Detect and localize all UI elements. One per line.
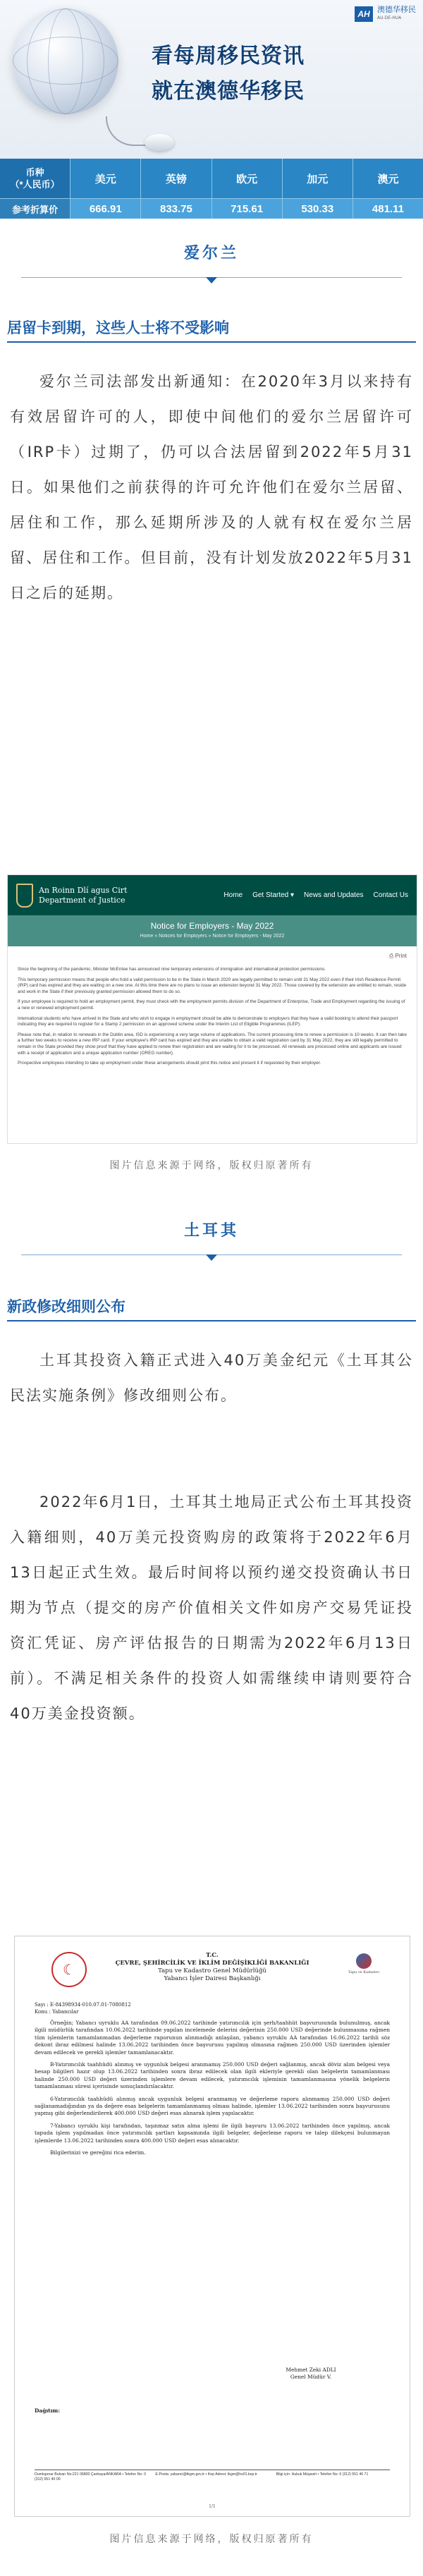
section-title-ireland: 爱尔兰 [183, 245, 239, 262]
currency-eur: 欧元 [212, 159, 282, 198]
globe-meridian [48, 8, 83, 114]
currency-label: 币种 [25, 167, 44, 178]
banner-headline [152, 39, 305, 109]
header-banner [0, 0, 423, 159]
section-divider [21, 277, 402, 278]
rate-usd: 666.91 [70, 198, 140, 219]
reference-label: 参考折算价 [0, 198, 70, 219]
letter-konu: Konu : Yabancılar [35, 2009, 79, 2015]
ie-hero [8, 915, 417, 946]
turkey-paragraph-2 [10, 1484, 413, 1731]
ireland-notice-screenshot [7, 874, 417, 1144]
footer-info: Bilgi için: Hukuk Müşaviri • Telefon No: 0 (312) 551 46 71 [276, 2472, 369, 2477]
ie-brand-text [39, 886, 127, 905]
turkey-paragraph-1-text: 土耳其投资入籍正式进入40万美金纪元《土耳其公民法实施条例》修改细则公布。 [10, 1352, 413, 1404]
divider-arrow-icon [206, 1255, 217, 1261]
globe-image [13, 8, 118, 114]
ie-hero-title: Notice for Employers - May 2022 [150, 921, 274, 931]
letter-reference [35, 2001, 131, 2015]
headline-line-1: 看每周移民资讯 [152, 44, 305, 68]
ie-paragraph: International students who have arrived in the State and who wish to engage in employment should be able to demonstrate to employers that they have a valid booking to attend their passport indicating they are required to register for a Stamp 2 permission on an approved scheme under the Interim List of Eligible Programmes (ILEP). [18, 1015, 398, 1027]
image-caption: 图片信息来源于网络，版权归原著所有 [109, 1160, 314, 1171]
computer-mouse-image [145, 134, 174, 151]
currency-gbp: 英镑 [140, 159, 211, 198]
letter-footer [35, 2472, 390, 2482]
subtitle-ireland: 居留卡到期，这些人士将不受影响 [7, 319, 229, 336]
harp-icon [16, 884, 33, 908]
turkey-paragraph-1 [10, 1343, 413, 1413]
signer-name: Mehmet Zeki ADLI [286, 2367, 336, 2373]
ie-site-header [8, 875, 417, 915]
image-caption: 图片信息来源于网络，版权归原著所有 [109, 2534, 314, 2545]
section-title-turkey: 土耳其 [183, 1222, 239, 1240]
ie-brand-line-1: An Roinn Dlí agus Cirt [39, 885, 128, 895]
currency-usd: 美元 [70, 159, 140, 198]
letter-sayi: Sayı : E-84398934-010.07.01-7080812 [35, 2002, 131, 2008]
turkey-paragraph-2-text: 2022年6月1日，土耳其土地局正式公布土耳其投资入籍细则，40万美元投资购房的政策将于2022年6月13日起正式生效。最后时间将以预约递交投资确认书日期为节点（提交的房产价值相关文件如房产交易凭证投资汇凭证、房产评估报告的日期需为2022年6月13日前）。不满足相关条件的投资人如需继续申请则要符合40万美金投资额。 [10, 1494, 413, 1722]
turkey-official-letter [14, 1936, 410, 2517]
ireland-paragraph [10, 364, 413, 611]
letter-signature [247, 2367, 374, 2381]
footer-contact: E-Posta: yabanci@tkgm.gov.tr • Kep Adresi: tkgm@hs01.kep.tr [155, 2472, 257, 2477]
logo-text [377, 6, 416, 23]
brand-logo [355, 6, 416, 23]
letter-dept: Yabancı İşler Dairesi Başkanlığı [164, 1975, 261, 1982]
logo-mark: AH [355, 6, 373, 22]
ie-paragraph: Prospective employees intending to take up employment under these arrangements should print this notice and present it if requested by their employer. [18, 1061, 321, 1066]
rate-gbp: 833.75 [140, 198, 211, 219]
headline-line-2: 就在澳德华移民 [152, 79, 305, 104]
rate-header-row [0, 159, 423, 198]
tkgm-logo-text: Tapu ve Kadastro [348, 1970, 380, 1974]
currency-unit: （*人民币） [10, 179, 60, 190]
ie-nav-news: News and Updates [304, 891, 364, 899]
exchange-rate-table [0, 159, 423, 219]
currency-aud: 澳元 [352, 159, 423, 198]
rate-cad: 530.33 [282, 198, 352, 219]
ie-notice-body [18, 967, 407, 1071]
letter-distribution: Dağıtım: [35, 2407, 60, 2414]
letter-gm: Tapu ve Kadastro Genel Müdürlüğü [158, 1967, 266, 1974]
letter-paragraph: Örneğin; Yabancı uyruklu AA tarafından 09.06.2022 tarihinde yatırımcılık için şerh/taahhüt başvurusunda bulunulmuş, ancak ilgili müdürlük tarafından 10.06.2022 tarihinde yapılan incelemede delerini değerinin 250.000 USD değerinde bulunmasına rağmen tüm işlemlerin tamamlanmadan değerleme raporunun alınmadığı anlaşılan, yabancı uyruklu AA tarafından 16.06.2022 tarihli söz dekont ibraz edilmesi halinde 13.06.2022 tarihinden önce başvurusu yapılmış olmasına rağmen 250.000 USD üzerinden işlemler devam edilecek ve gerekli işlemler tamamlanacaktır. [35, 2020, 390, 2056]
footer-address: Dumlupınar Bulvarı No:221 06800 Çankaya/ANKARA • Telefon No: 0 (312) 551 40 00 [35, 2472, 147, 2482]
letter-paragraph: 7-Yabancı uyruklu kişi tarafından, taşınmaz satın alma işlemi ile ilgili başvuru 13.06.2022 tarihinden önce yapılmış, ancak tapuda işlem yapılmadan önce yatırımcılık şartları kapsamında ilgili belgeler, değerleme raporu ve talep dilekçesi bulunmayan işlemlerde 13.06.2022 tarihinden sonra 400.000 USD değeri esas alınacaktır. [35, 2122, 390, 2144]
ie-paragraph: Please note that, in relation to renewals in the Dublin area, ISD is experiencing a very large volume of applications. The current processing time to renew a permission is 10 weeks. It can then take a further two weeks to receive a new IRP card. If your employee's IRP card has expired and they are unable to obtain a valid registration card by 31 May 2022, they are still legally permitted to remain in the State provided they show proof that they have applied to renew their registration and are waiting for it to be processed. All renewals are processed online and applicants are issued with a receipt of application and a unique application number (OREG number). [18, 1032, 407, 1056]
divider-arrow-icon [206, 277, 217, 283]
logo-name: 澳德华移民 [377, 5, 416, 14]
subtitle-underline [7, 341, 416, 343]
currency-cad: 加元 [282, 159, 352, 198]
letter-paragraph: Bilgilerinizi ve gereğini rica ederim. [50, 2149, 146, 2156]
letter-paragraph: 6-Yatırımcılık taahhüdü alınmış ancak uygunluk belgesi aranmamış ve değerleme raporu alınmamış 250.000 USD değeri sağlanamadığından ya da değere esas belgelerin tamamlanmamış olması halinde, işlemler 13.06.2022 tarihinden sonra başvurusunu yapmış gibi değerlendirilerek 400.000 USD değeri esas alınarak işlem yapılacaktır. [35, 2095, 390, 2117]
rate-value-row [0, 198, 423, 219]
subtitle-turkey: 新政修改细则公布 [7, 1298, 125, 1315]
ie-paragraph: Since the beginning of the pandemic, Minister McEntee has announced nine temporary extensions of immigration and international protection permissions. [18, 967, 326, 972]
ie-brand [16, 884, 127, 908]
ie-nav-get-started: Get Started ▾ [252, 891, 295, 899]
letter-page-number: 1/1 [209, 2504, 216, 2509]
ie-paragraph: If your employee is required to hold an employment permit, they must check with the employment permits division of the Department of Enterprise, Trade and Employment regarding the issuing of a new or renewed employment permit. [18, 999, 405, 1011]
logo-sub: AU-DE-HUA [377, 16, 402, 20]
letter-heading [15, 1952, 410, 1983]
ie-nav [223, 891, 408, 899]
ie-paragraph: This temporary permission means that people who hold a valid permission to be in the State in March 2020 are legally permitted to remain until 31 May 2022 even if their Irish Residence Permit (IRP) card has expired and they are waiting on a new one. At this time there are no plans to issue an extension beyond 31 May 2022. Those covered by the extension are entitled to remain, reside and work in the State if their previously granted permission allowed them to do so. [18, 977, 407, 994]
ireland-paragraph-text: 爱尔兰司法部发出新通知：在2020年3月以来持有有效居留许可的人，即使中间他们的爱尔兰居留许可（IRP卡）过期了，仍可以合法居留到2022年5月31日。如果他们之前获得的许可允许他们在爱尔兰居留、居住和工作，那么延期所涉及的人就有权在爱尔兰居留、居住和工作。但目前，没有计划发放2022年5月31日之后的延期。 [10, 373, 413, 602]
rate-aud: 481.11 [352, 198, 423, 219]
subtitle-underline [7, 1320, 416, 1321]
letter-body [35, 2020, 390, 2162]
turkish-emblem-icon: ☾ [51, 1952, 87, 1987]
ie-brand-line-2: Department of Justice [39, 895, 125, 905]
signer-title: Genel Müdür V. [290, 2374, 332, 2380]
ie-nav-home: Home [223, 891, 243, 899]
currency-label-cell [0, 159, 70, 198]
letter-paragraph: B-Yatırımcılık taahhüdü alınmış ve uygunluk belgesi aranmamış 250.000 USD değeri sağlanmış, ancak döviz alım belgesi veya hesap bilgileri hazır olup 13.06.2022 tarihinden sonra ibraz edilecek olan ilgili ekleriyle gerekli olan belgelerin tamamlanması halinde 250.000 USD değeri üzerinden işlemlere devam edilecek, yatırımcılık işleminin tamamlanmasına yönelik belgelerin tamamlanması süresi içerisinde sonuçlandırılacaktır. [35, 2061, 390, 2090]
ie-print-label: ⎙ Print [388, 953, 407, 959]
rate-eur: 715.61 [212, 198, 282, 219]
ie-nav-contact: Contact Us [373, 891, 408, 899]
letter-tc: T.C. [206, 1952, 219, 1959]
ie-breadcrumb: Home » Notices for Employers » Notice for Employers - May 2022 [140, 934, 285, 939]
letter-ministry: ÇEVRE, ŞEHİRCİLİK VE İKLİM DEĞİŞİKLİĞİ BAKANLIĞI [115, 1960, 309, 1967]
